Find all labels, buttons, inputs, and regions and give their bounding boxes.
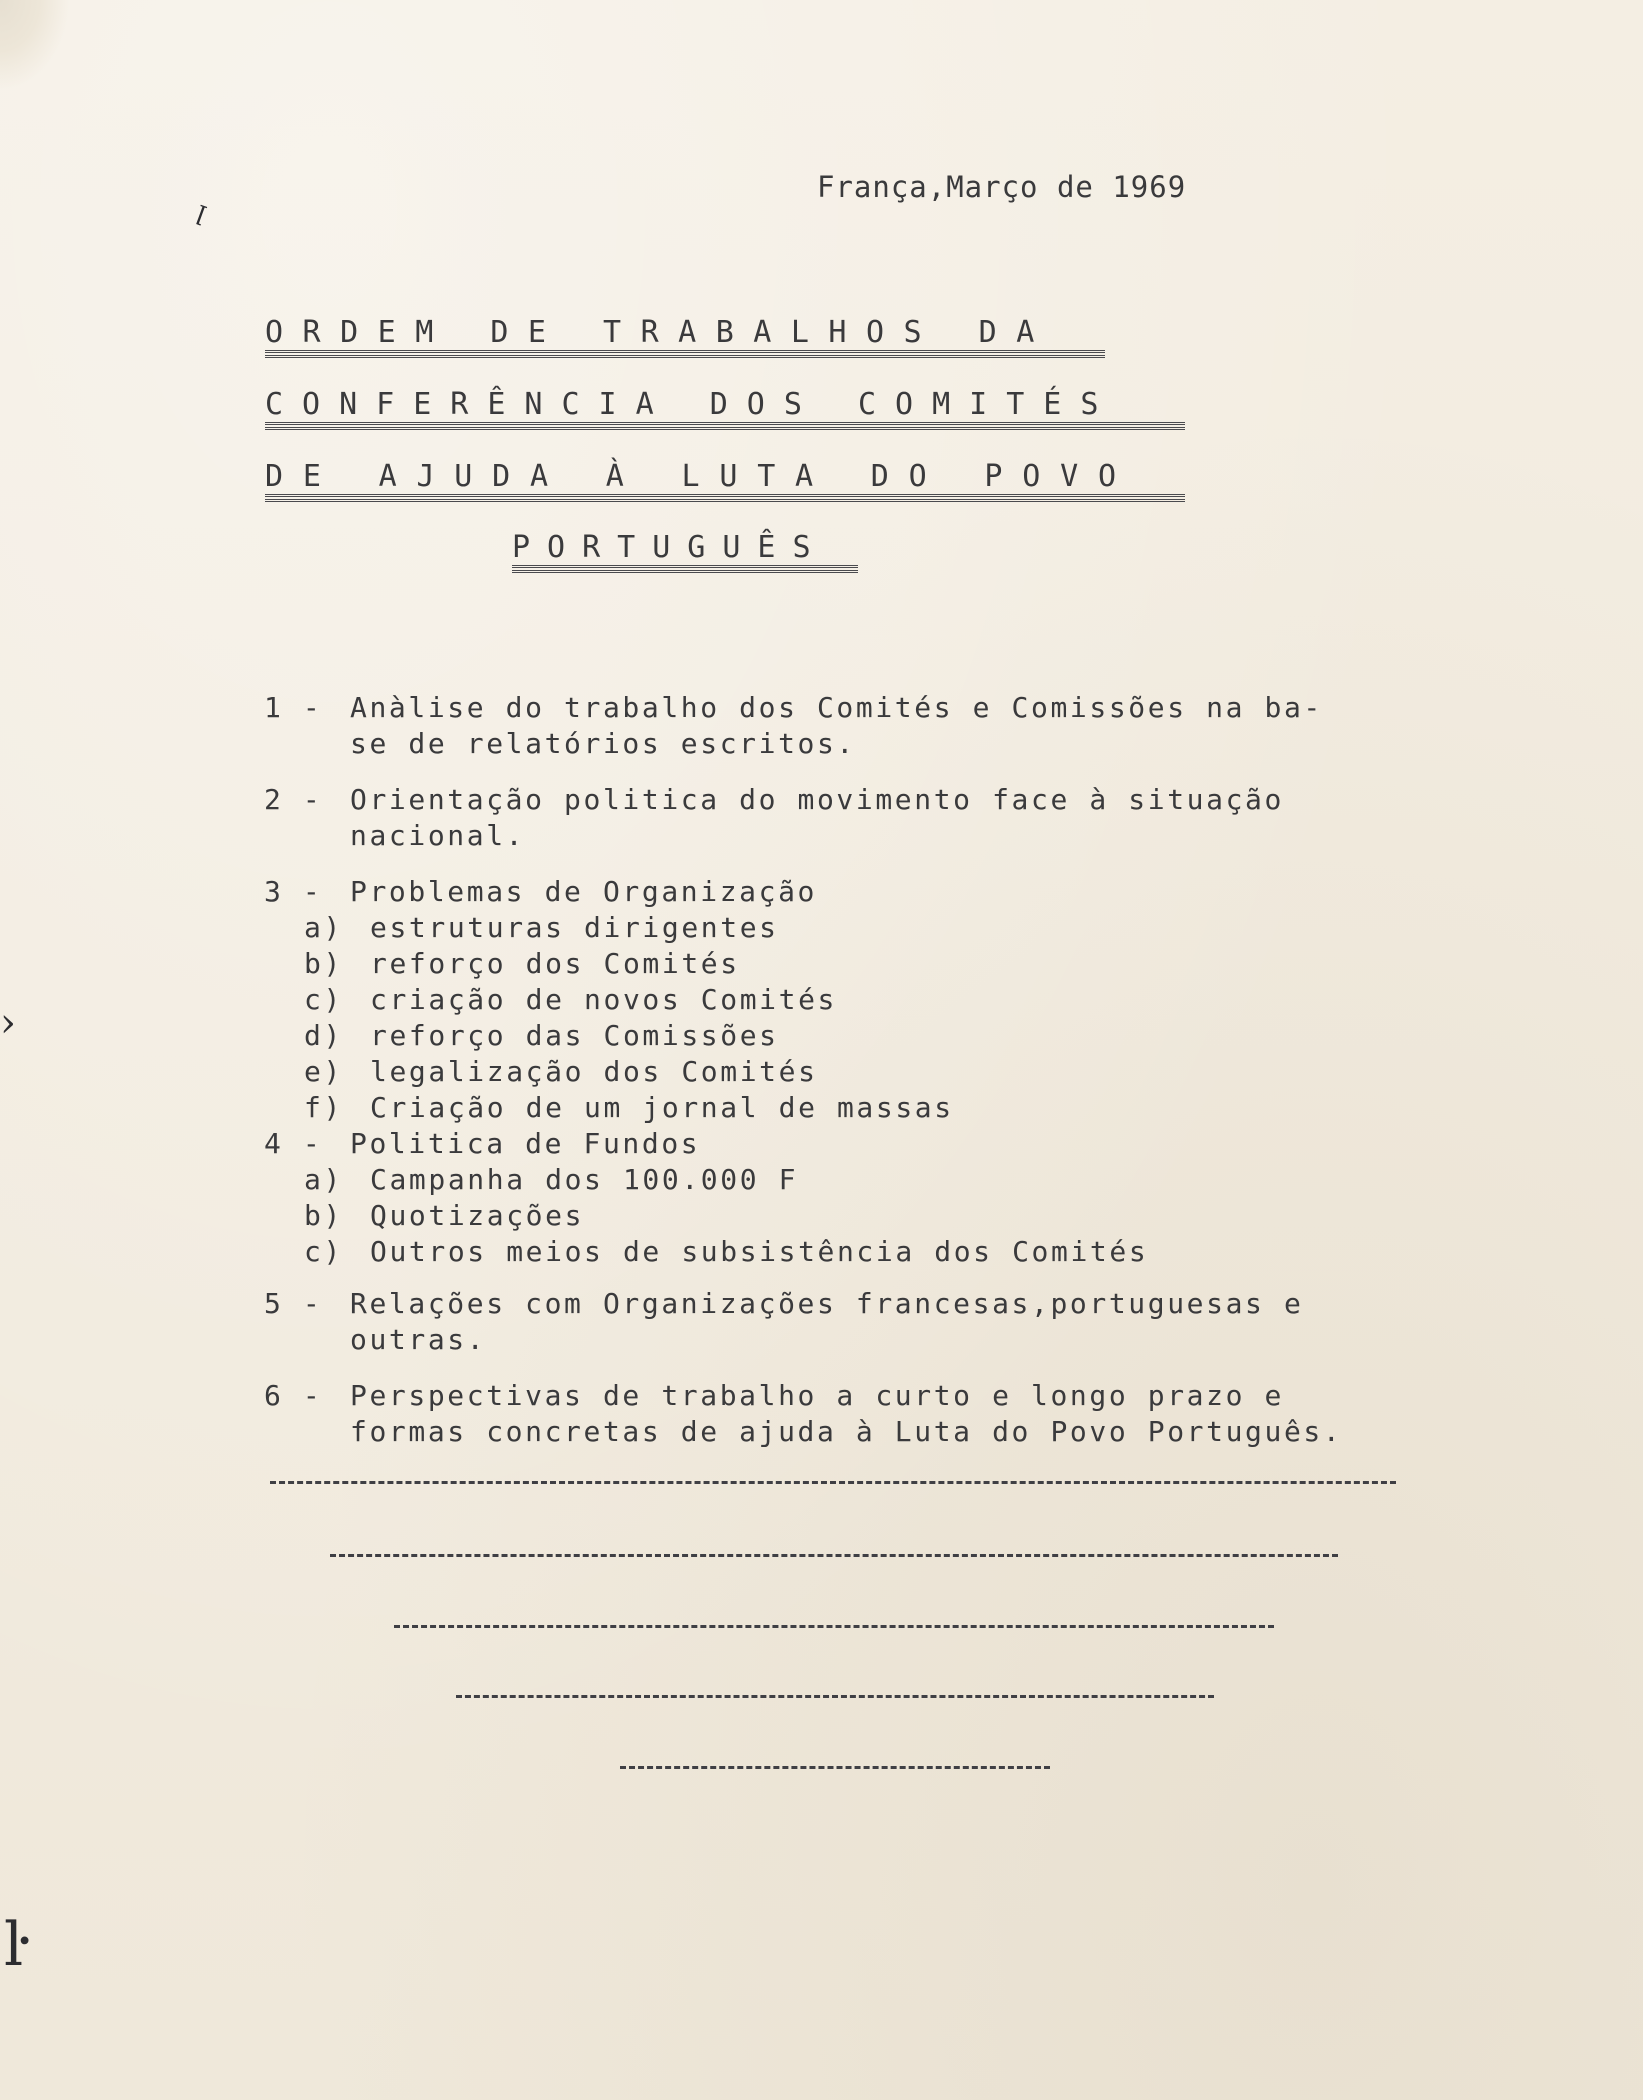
- agenda-subitem: [264, 910, 1414, 946]
- agenda-item-number: 2 -: [264, 783, 323, 816]
- agenda-item-text-line: Perspectivas de trabalho a curto e longo prazo e: [350, 1379, 1284, 1412]
- agenda-item-number: 4 -: [264, 1127, 323, 1160]
- agenda-list: [264, 690, 1414, 1450]
- agenda-item-number: 3 -: [264, 875, 323, 908]
- agenda-subitem-letter: a): [304, 911, 343, 944]
- agenda-item-text-line: se de relatórios escritos.: [350, 727, 856, 760]
- closing-dash-line-3: [394, 1625, 1274, 1628]
- agenda-subitem-letter: f): [304, 1091, 343, 1124]
- agenda-item-text-line: Anàlise do trabalho dos Comités e Comissões na ba-: [350, 691, 1323, 724]
- agenda-item-text-line: outras.: [350, 1323, 487, 1356]
- title-line-3: DE AJUDA À LUTA DO POVO: [265, 459, 1136, 494]
- agenda-subitem: [264, 1234, 1414, 1270]
- agenda-item-text-line: Orientação politica do movimento face à situação: [350, 783, 1284, 816]
- agenda-subitem: [264, 982, 1414, 1018]
- agenda-item-text-line: formas concretas de ajuda à Luta do Povo Português.: [350, 1415, 1343, 1448]
- agenda-item-1: [264, 690, 1414, 762]
- ink-speck: ꞁ: [193, 195, 212, 227]
- agenda-item-3: [264, 874, 1414, 910]
- agenda-subitem-text: Quotizações: [370, 1199, 585, 1232]
- agenda-subitem-letter: d): [304, 1019, 343, 1052]
- agenda-subitem-text: Criação de um jornal de massas: [370, 1091, 954, 1124]
- closing-dash-line-4: [456, 1695, 1214, 1698]
- agenda-subitem-letter: b): [304, 1199, 343, 1232]
- agenda-item-text-line: nacional.: [350, 819, 526, 852]
- agenda-subitem: [264, 1018, 1414, 1054]
- agenda-subitem: [264, 1162, 1414, 1198]
- agenda-subitem-text: legalização dos Comités: [370, 1055, 818, 1088]
- agenda-subitem-letter: e): [304, 1055, 343, 1088]
- agenda-subitem-text: reforço das Comissões: [370, 1019, 779, 1052]
- agenda-subitem-text: criação de novos Comités: [370, 983, 837, 1016]
- closing-dash-line-1: [270, 1481, 1396, 1484]
- agenda-subitem: [264, 1090, 1414, 1126]
- agenda-item-text-line: Relações com Organizações francesas,portuguesas e: [350, 1287, 1304, 1320]
- agenda-subitem-text: reforço dos Comités: [370, 947, 740, 980]
- title-line-4: PORTUGUÊS: [512, 530, 828, 565]
- agenda-subitem: [264, 946, 1414, 982]
- agenda-subitem-letter: b): [304, 947, 343, 980]
- title-line-2: CONFERÊNCIA DOS COMITÉS: [265, 387, 1118, 422]
- closing-dash-line-5: [620, 1766, 1050, 1769]
- document-date: França,Março de 1969: [817, 170, 1187, 204]
- agenda-item-text-line: Politica de Fundos: [350, 1127, 701, 1160]
- agenda-item-6: [264, 1378, 1414, 1450]
- title-underline-2: [265, 422, 1185, 430]
- title-underline-4: [512, 565, 858, 573]
- agenda-item-2: [264, 782, 1414, 854]
- agenda-subitem-text: Campanha dos 100.000 F: [370, 1163, 799, 1196]
- agenda-subitem-letter: c): [304, 1235, 343, 1268]
- edge-mark: ›: [0, 1000, 16, 1046]
- edge-mark: ŀ: [4, 1910, 24, 1980]
- agenda-subitem: [264, 1054, 1414, 1090]
- agenda-subitem-text: estruturas dirigentes: [370, 911, 779, 944]
- agenda-item-number: 1 -: [264, 691, 323, 724]
- title-line-1: ORDEM DE TRABALHOS DA: [265, 315, 1054, 350]
- agenda-subitem-letter: c): [304, 983, 343, 1016]
- agenda-item-text-line: Problemas de Organização: [350, 875, 817, 908]
- agenda-subitem-text: Outros meios de subsistência dos Comités: [370, 1235, 1149, 1268]
- agenda-subitem: [264, 1198, 1414, 1234]
- title-underline-3: [265, 494, 1185, 502]
- agenda-item-number: 5 -: [264, 1287, 323, 1320]
- agenda-item-4: [264, 1126, 1414, 1162]
- agenda-item-5: [264, 1286, 1414, 1358]
- title-underline-1: [265, 350, 1105, 358]
- closing-dash-line-2: [330, 1554, 1338, 1557]
- torn-corner: [0, 0, 70, 90]
- agenda-subitem-letter: a): [304, 1163, 343, 1196]
- agenda-item-number: 6 -: [264, 1379, 323, 1412]
